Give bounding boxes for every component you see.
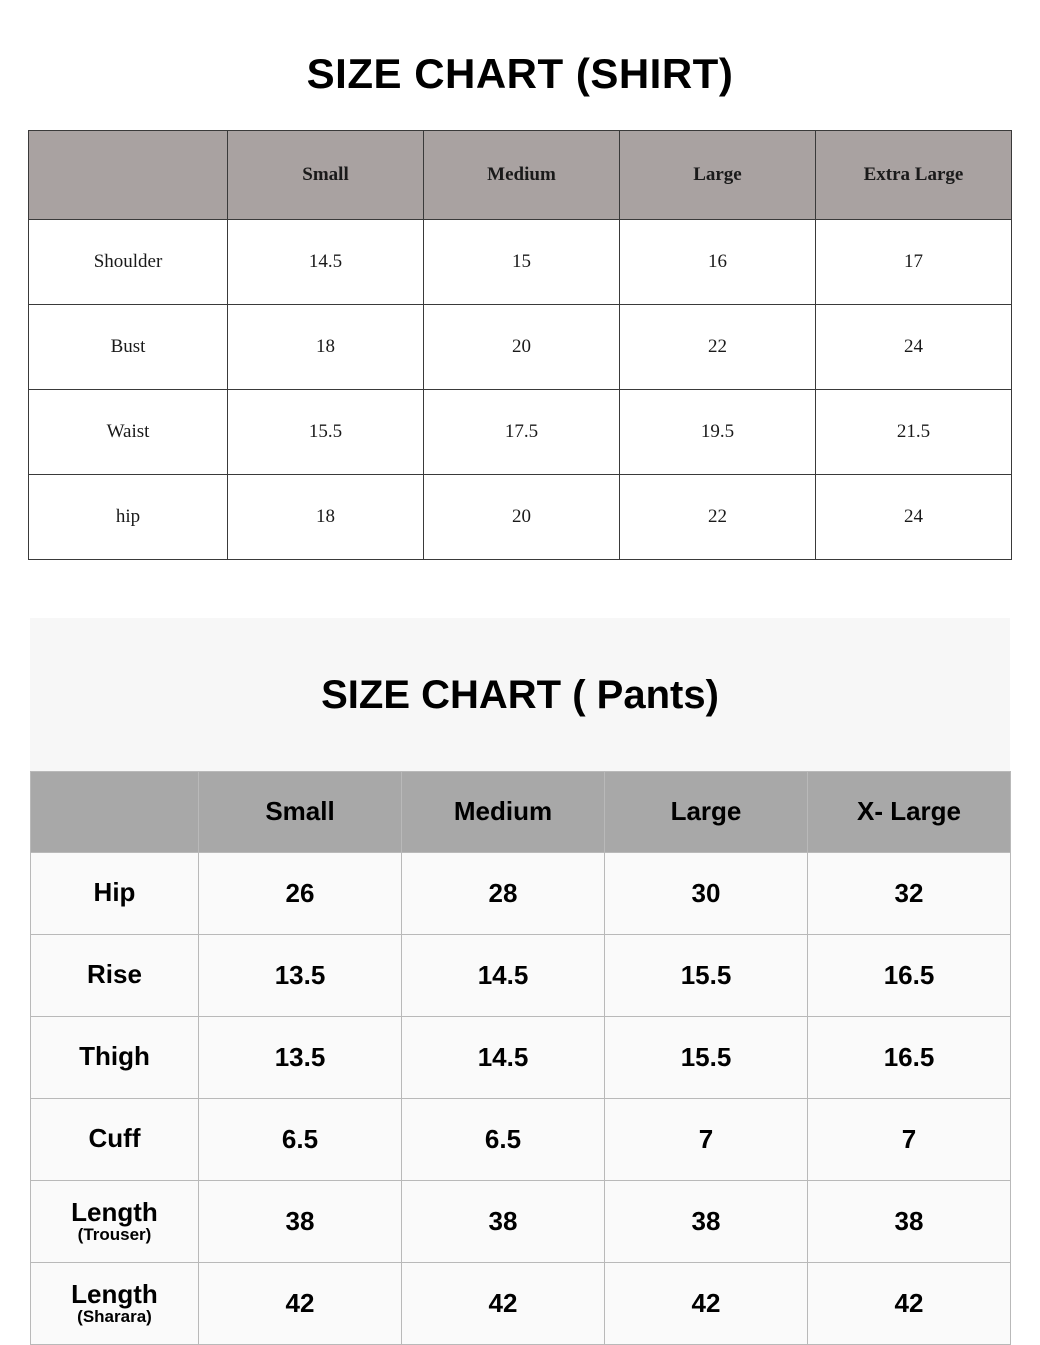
pants-cell-length-sharara-large: 42 bbox=[605, 1262, 808, 1344]
pants-row-label-rise-text: Rise bbox=[87, 959, 142, 990]
pants-cell-length-sharara-medium: 42 bbox=[402, 1262, 605, 1344]
pants-cell-length-trouser-medium: 38 bbox=[402, 1180, 605, 1262]
pants-row-label-cuff-text: Cuff bbox=[88, 1123, 141, 1154]
table-header-row bbox=[31, 771, 1011, 852]
pants-row-label-rise bbox=[31, 934, 199, 1016]
shirt-header-medium: Medium bbox=[423, 131, 619, 220]
table-row bbox=[29, 220, 1012, 305]
pants-row-label-thigh bbox=[31, 1016, 199, 1098]
pants-row-label-cuff bbox=[31, 1098, 199, 1180]
shirt-cell-shoulder-medium: 15 bbox=[423, 220, 619, 305]
shirt-cell-waist-medium: 17.5 bbox=[423, 390, 619, 475]
table-row bbox=[31, 852, 1011, 934]
pants-chart-title: SIZE CHART ( Pants) bbox=[30, 645, 1010, 744]
shirt-cell-hip-large: 22 bbox=[619, 475, 815, 560]
shirt-cell-bust-small: 18 bbox=[228, 305, 424, 390]
shirt-header-large: Large bbox=[619, 131, 815, 220]
shirt-table-header bbox=[29, 131, 1012, 220]
pants-table-header bbox=[31, 771, 1011, 852]
shirt-cell-shoulder-small: 14.5 bbox=[228, 220, 424, 305]
pants-table-body bbox=[31, 852, 1011, 1344]
pants-row-label-length-trouser bbox=[31, 1180, 199, 1262]
pants-header-medium: Medium bbox=[402, 771, 605, 852]
shirt-cell-shoulder-large: 16 bbox=[619, 220, 815, 305]
shirt-chart-title: SIZE CHART (SHIRT) bbox=[306, 50, 734, 97]
pants-cell-hip-medium: 28 bbox=[402, 852, 605, 934]
pants-cell-cuff-large: 7 bbox=[605, 1098, 808, 1180]
pants-cell-length-sharara-small: 42 bbox=[199, 1262, 402, 1344]
pants-row-label-hip bbox=[31, 852, 199, 934]
table-row bbox=[31, 1262, 1011, 1344]
shirt-row-label-shoulder: Shoulder bbox=[29, 220, 228, 305]
pants-row-label-length-trouser-text: Length bbox=[71, 1196, 158, 1227]
shirt-cell-waist-xlarge: 21.5 bbox=[815, 390, 1011, 475]
pants-header-large: Large bbox=[605, 771, 808, 852]
shirt-header-small: Small bbox=[228, 131, 424, 220]
shirt-cell-bust-xlarge: 24 bbox=[815, 305, 1011, 390]
pants-cell-rise-xlarge: 16.5 bbox=[808, 934, 1011, 1016]
pants-cell-cuff-small: 6.5 bbox=[199, 1098, 402, 1180]
shirt-header-extra-large: Extra Large bbox=[815, 131, 1011, 220]
pants-header-small: Small bbox=[199, 771, 402, 852]
pants-cell-length-trouser-small: 38 bbox=[199, 1180, 402, 1262]
shirt-cell-hip-xlarge: 24 bbox=[815, 475, 1011, 560]
pants-cell-thigh-xlarge: 16.5 bbox=[808, 1016, 1011, 1098]
shirt-cell-waist-large: 19.5 bbox=[619, 390, 815, 475]
shirt-header-corner bbox=[29, 131, 228, 220]
table-row bbox=[31, 1016, 1011, 1098]
pants-cell-rise-large: 15.5 bbox=[605, 934, 808, 1016]
table-row bbox=[31, 1180, 1011, 1262]
table-row bbox=[29, 305, 1012, 390]
pants-cell-hip-large: 30 bbox=[605, 852, 808, 934]
table-header-row bbox=[29, 131, 1012, 220]
pants-cell-thigh-medium: 14.5 bbox=[402, 1016, 605, 1098]
table-row bbox=[29, 475, 1012, 560]
pants-row-label-thigh-text: Thigh bbox=[79, 1041, 150, 1072]
shirt-row-label-waist: Waist bbox=[29, 390, 228, 475]
shirt-row-label-bust: Bust bbox=[29, 305, 228, 390]
shirt-cell-hip-medium: 20 bbox=[423, 475, 619, 560]
pants-row-label-length-trouser-sub: (Trouser) bbox=[77, 1224, 152, 1244]
pants-size-table bbox=[30, 771, 1011, 1345]
pants-cell-cuff-medium: 6.5 bbox=[402, 1098, 605, 1180]
pants-cell-length-trouser-xlarge: 38 bbox=[808, 1180, 1011, 1262]
table-row bbox=[29, 390, 1012, 475]
shirt-cell-waist-small: 15.5 bbox=[228, 390, 424, 475]
pants-cell-cuff-xlarge: 7 bbox=[808, 1098, 1011, 1180]
pants-cell-length-trouser-large: 38 bbox=[605, 1180, 808, 1262]
pants-header-corner bbox=[31, 771, 199, 852]
pants-cell-hip-small: 26 bbox=[199, 852, 402, 934]
pants-header-xlarge: X- Large bbox=[808, 771, 1011, 852]
pants-cell-thigh-small: 13.5 bbox=[199, 1016, 402, 1098]
shirt-table-body bbox=[29, 220, 1012, 560]
pants-row-label-length-sharara bbox=[31, 1262, 199, 1344]
shirt-cell-hip-small: 18 bbox=[228, 475, 424, 560]
pants-cell-rise-medium: 14.5 bbox=[402, 934, 605, 1016]
pants-cell-thigh-large: 15.5 bbox=[605, 1016, 808, 1098]
pants-cell-hip-xlarge: 32 bbox=[808, 852, 1011, 934]
pants-cell-length-sharara-xlarge: 42 bbox=[808, 1262, 1011, 1344]
shirt-cell-shoulder-xlarge: 17 bbox=[815, 220, 1011, 305]
table-row bbox=[31, 1098, 1011, 1180]
shirt-size-table bbox=[28, 130, 1012, 560]
pants-size-chart-section bbox=[30, 618, 1010, 1345]
table-row bbox=[31, 934, 1011, 1016]
pants-row-label-length-sharara-text: Length bbox=[71, 1278, 158, 1309]
pants-row-label-length-sharara-sub: (Sharara) bbox=[77, 1306, 152, 1326]
shirt-size-chart-section bbox=[0, 0, 1040, 560]
shirt-cell-bust-medium: 20 bbox=[423, 305, 619, 390]
shirt-row-label-hip: hip bbox=[29, 475, 228, 560]
shirt-cell-bust-large: 22 bbox=[619, 305, 815, 390]
pants-cell-rise-small: 13.5 bbox=[199, 934, 402, 1016]
pants-row-label-hip-text: Hip bbox=[93, 877, 136, 908]
